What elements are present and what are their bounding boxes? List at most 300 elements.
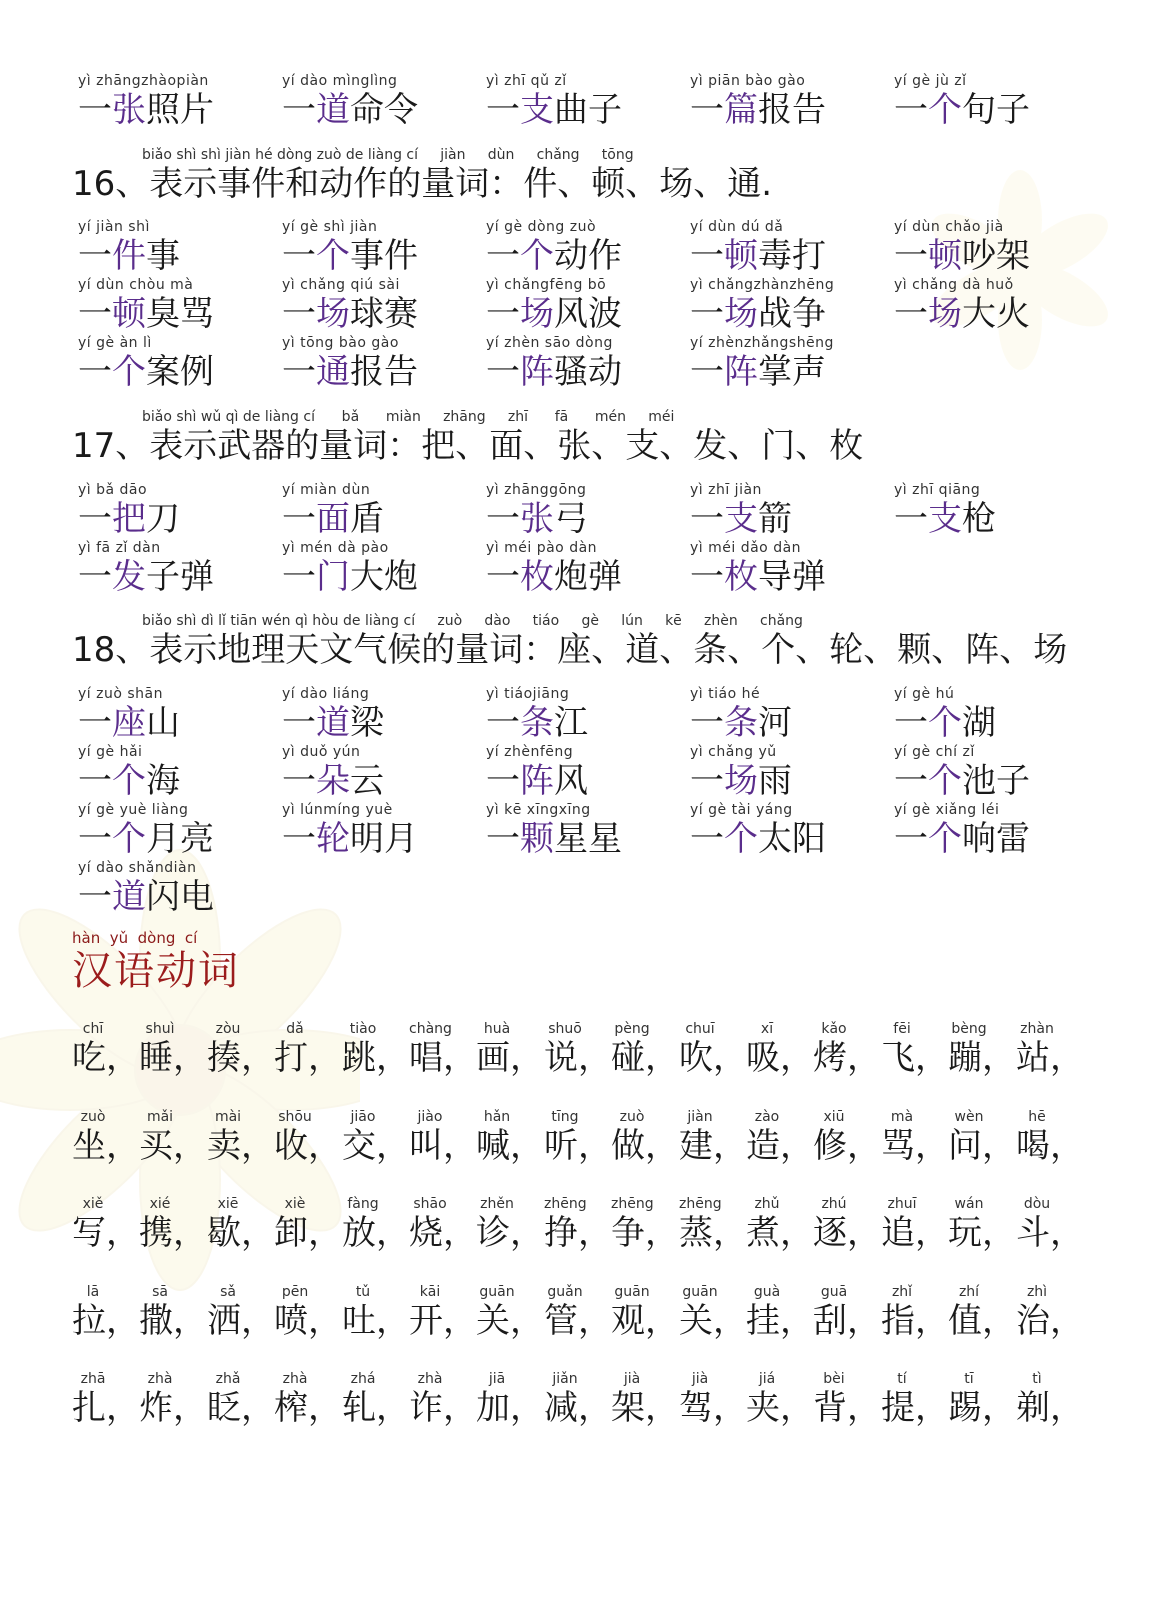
verb-item: [544, 1195, 612, 1253]
verb-character: 卸，: [274, 1213, 342, 1253]
measure-word: 通: [316, 352, 350, 392]
measure-word-item: [486, 743, 588, 801]
phrase-prefix: 一: [690, 236, 724, 276]
phrase-prefix: 一: [894, 499, 928, 539]
measure-word-item: [894, 481, 996, 539]
verb-character: 架，: [611, 1388, 679, 1428]
pinyin: yí zhèn sāo dòng: [486, 335, 613, 351]
phrase: [690, 236, 826, 276]
verb-item: [948, 1370, 1016, 1428]
phrase: [282, 236, 418, 276]
verb-item: [679, 1020, 747, 1078]
phrase-noun: 大炮: [350, 557, 418, 597]
phrase-prefix: 一: [282, 294, 316, 334]
phrase-prefix: 一: [894, 819, 928, 859]
verb-pinyin: zhàn: [1020, 1021, 1054, 1037]
verb-character: 站，: [1016, 1038, 1084, 1078]
section-16-heading: [72, 146, 772, 204]
phrase: [282, 499, 384, 539]
verb-item: [544, 1108, 612, 1166]
measure-word: 个: [928, 90, 962, 130]
verb-pinyin: jià: [623, 1371, 641, 1387]
measure-word: 轮: [316, 819, 350, 859]
pinyin: yì zhānggōng: [486, 482, 587, 498]
pinyin: yí dùn dú dǎ: [690, 219, 784, 235]
phrase-noun: 枪: [962, 499, 996, 539]
verb-character: 做，: [611, 1126, 679, 1166]
phrase-prefix: 一: [282, 499, 316, 539]
verb-item: [342, 1370, 410, 1428]
verb-pinyin: fàng: [347, 1196, 379, 1212]
verb-item: [1016, 1283, 1084, 1341]
measure-word: 条: [724, 703, 758, 743]
verb-pinyin: xiē: [217, 1196, 239, 1212]
pinyin: yì tōng bào gào: [282, 335, 399, 351]
verb-pinyin: guǎn: [547, 1284, 583, 1300]
verb-item: [813, 1020, 881, 1078]
verb-pinyin: wèn: [954, 1109, 984, 1125]
measure-word: 个: [928, 819, 962, 859]
phrase-prefix: 一: [78, 877, 112, 917]
verb-item: [409, 1283, 477, 1341]
measure-word: 顿: [724, 236, 758, 276]
verb-pinyin: lā: [86, 1284, 100, 1300]
verb-pinyin: zhǎ: [215, 1371, 241, 1387]
measure-word: 阵: [520, 352, 554, 392]
verb-item: [274, 1020, 342, 1078]
pinyin: yí gè jù zǐ: [894, 73, 967, 89]
phrase-prefix: 一: [78, 236, 112, 276]
verb-item: [1016, 1195, 1084, 1253]
phrase-prefix: 一: [282, 236, 316, 276]
phrase: [894, 236, 1030, 276]
verb-pinyin: zòu: [215, 1021, 241, 1037]
phrase: [894, 499, 996, 539]
verb-character: 观，: [611, 1301, 679, 1341]
measure-word: 个: [112, 761, 146, 801]
verb-pinyin: jiào: [417, 1109, 443, 1125]
verb-character: 撒，: [139, 1301, 207, 1341]
verb-pinyin: shuō: [548, 1021, 582, 1037]
verb-pinyin: jià: [691, 1371, 709, 1387]
phrase-noun: 掌声: [758, 352, 826, 392]
verb-character: 携，: [139, 1213, 207, 1253]
pinyin: yì chǎngfēng bō: [486, 277, 607, 293]
verb-pinyin: guān: [682, 1284, 718, 1300]
verb-pinyin: zhì: [1026, 1284, 1048, 1300]
measure-word-item: [282, 218, 418, 276]
pinyin: yì tiáo hé: [690, 686, 761, 702]
phrase: [894, 761, 1030, 801]
verb-character: 斗，: [1016, 1213, 1084, 1253]
phrase-noun: 池子: [962, 761, 1030, 801]
verb-pinyin: chuī: [685, 1021, 715, 1037]
verb-pinyin: zhá: [350, 1371, 376, 1387]
verb-item: [139, 1195, 207, 1253]
verb-item: [948, 1195, 1016, 1253]
verb-pinyin: dòu: [1023, 1196, 1051, 1212]
verb-item: [746, 1283, 814, 1341]
verb-character: 坐，: [72, 1126, 140, 1166]
verb-item: [72, 1108, 140, 1166]
measure-word-item: [78, 743, 180, 801]
verb-character: 关，: [679, 1301, 747, 1341]
verb-pinyin: dǎ: [286, 1021, 304, 1037]
pinyin: yí jiàn shì: [78, 219, 150, 235]
verb-character: 提，: [881, 1388, 949, 1428]
verb-item: [139, 1370, 207, 1428]
pinyin: yí gè chí zǐ: [894, 744, 975, 760]
phrase-noun: 江: [554, 703, 588, 743]
verb-pinyin: hǎn: [483, 1109, 511, 1125]
phrase: [486, 352, 622, 392]
verb-character: 听，: [544, 1126, 612, 1166]
phrase: [78, 761, 180, 801]
heading-pinyin: biǎo shì shì jiàn hé dòng zuò de liàng cí jiàn dùn chǎng tōng: [142, 147, 634, 163]
verb-pinyin: guā: [820, 1284, 848, 1300]
verb-character: 诈，: [409, 1388, 477, 1428]
pinyin: yí miàn dùn: [282, 482, 371, 498]
verb-character: 叫，: [409, 1126, 477, 1166]
verb-pinyin: fēi: [893, 1021, 911, 1037]
verb-pinyin: sā: [152, 1284, 168, 1300]
measure-word-item: [486, 276, 622, 334]
measure-word: 个: [928, 761, 962, 801]
measure-word: 张: [112, 90, 146, 130]
phrase-prefix: 一: [690, 819, 724, 859]
pinyin: yì tiáojiāng: [486, 686, 570, 702]
verb-pinyin: guān: [614, 1284, 650, 1300]
verb-item: [72, 1370, 140, 1428]
measure-word: 朵: [316, 761, 350, 801]
phrase: [690, 703, 792, 743]
pinyin: yì duǒ yún: [282, 744, 361, 760]
measure-word: 道: [316, 703, 350, 743]
pinyin: yì chǎngzhànzhēng: [690, 277, 835, 293]
verb-character: 开，: [409, 1301, 477, 1341]
verb-character: 喊，: [476, 1126, 544, 1166]
measure-word: 阵: [520, 761, 554, 801]
pinyin: yì lúnmíng yuè: [282, 802, 393, 818]
phrase: [894, 90, 1030, 130]
measure-word: 支: [928, 499, 962, 539]
verb-item: [409, 1195, 477, 1253]
measure-word-item: [78, 218, 180, 276]
verb-item: [476, 1108, 544, 1166]
verb-item: [409, 1108, 477, 1166]
phrase-noun: 吵架: [962, 236, 1030, 276]
heading-text: 17、表示武器的量词：把、面、张、支、发、门、枚: [72, 426, 864, 466]
phrase-noun: 曲子: [554, 90, 622, 130]
phrase-noun: 大火: [962, 294, 1030, 334]
measure-word-item: [78, 334, 214, 392]
verb-item: [881, 1283, 949, 1341]
pinyin: yì piān bào gào: [690, 73, 806, 89]
verb-item: [139, 1020, 207, 1078]
verb-pinyin: zhā: [80, 1371, 106, 1387]
pinyin: yì zhī qǔ zǐ: [486, 73, 567, 89]
verb-item: [813, 1195, 881, 1253]
verb-item: [274, 1195, 342, 1253]
pinyin: yí gè xiǎng léi: [894, 802, 1000, 818]
phrase-prefix: 一: [78, 90, 112, 130]
verb-item: [274, 1283, 342, 1341]
phrase: [78, 352, 214, 392]
phrase-noun: 箭: [758, 499, 792, 539]
phrase-prefix: 一: [78, 499, 112, 539]
verb-pinyin: xiě: [82, 1196, 104, 1212]
verb-character: 跳，: [342, 1038, 410, 1078]
measure-word-item: [690, 801, 826, 859]
phrase-prefix: 一: [282, 90, 316, 130]
pinyin: yí dào shǎndiàn: [78, 860, 197, 876]
verb-item: [881, 1108, 949, 1166]
phrase-noun: 弓: [554, 499, 588, 539]
pinyin: yì zhī qiāng: [894, 482, 981, 498]
verb-character: 拉，: [72, 1301, 140, 1341]
measure-word: 支: [520, 90, 554, 130]
pinyin: yí dùn chǎo jià: [894, 219, 1004, 235]
verb-character: 减，: [544, 1388, 612, 1428]
pinyin: yí gè hǎi: [78, 744, 143, 760]
phrase: [282, 557, 418, 597]
verb-pinyin: zhǔ: [754, 1196, 780, 1212]
phrase-noun: 报告: [758, 90, 826, 130]
measure-word: 个: [112, 352, 146, 392]
verb-item: [476, 1370, 544, 1428]
verb-pinyin: zhà: [417, 1371, 443, 1387]
verb-item: [1016, 1108, 1084, 1166]
phrase: [78, 877, 214, 917]
phrase: [282, 352, 418, 392]
phrase-noun: 事件: [350, 236, 418, 276]
heading-text: 16、表示事件和动作的量词：件、顿、场、通.: [72, 164, 773, 204]
verb-pinyin: pèng: [614, 1021, 650, 1037]
measure-word: 阵: [724, 352, 758, 392]
verb-item: [139, 1283, 207, 1341]
phrase-noun: 盾: [350, 499, 384, 539]
pinyin: yí dào mìnglìng: [282, 73, 398, 89]
measure-word-item: [282, 72, 418, 130]
phrase: [78, 294, 214, 334]
phrase: [690, 761, 792, 801]
verb-character: 剃，: [1016, 1388, 1084, 1428]
verb-item: [611, 1020, 679, 1078]
measure-word: 篇: [724, 90, 758, 130]
verb-character: 刮，: [813, 1301, 881, 1341]
measure-word-item: [894, 218, 1030, 276]
verb-pinyin: zuò: [80, 1109, 106, 1125]
phrase: [486, 294, 622, 334]
verb-item: [342, 1108, 410, 1166]
verb-character: 驾，: [679, 1388, 747, 1428]
measure-word-item: [78, 72, 214, 130]
phrase-prefix: 一: [486, 236, 520, 276]
phrase-prefix: 一: [78, 352, 112, 392]
measure-word: 张: [520, 499, 554, 539]
verb-row: [72, 1195, 1082, 1265]
phrase-noun: 导弹: [758, 557, 826, 597]
verb-item: [813, 1370, 881, 1428]
phrase-prefix: 一: [486, 499, 520, 539]
phrase-noun: 闪电: [146, 877, 214, 917]
verb-item: [207, 1195, 275, 1253]
measure-word-item: [78, 859, 214, 917]
phrase-prefix: 一: [894, 761, 928, 801]
phrase: [282, 294, 418, 334]
pinyin: yì fā zǐ dàn: [78, 540, 161, 556]
verb-character: 吐，: [342, 1301, 410, 1341]
verb-character: 写，: [72, 1213, 140, 1253]
verb-item: [342, 1020, 410, 1078]
measure-word: 顿: [112, 294, 146, 334]
pinyin: yí gè hú: [894, 686, 955, 702]
measure-word: 道: [316, 90, 350, 130]
verb-character: 问，: [948, 1126, 1016, 1166]
verb-item: [881, 1370, 949, 1428]
verb-item: [813, 1108, 881, 1166]
phrase-noun: 刀: [146, 499, 180, 539]
verb-item: [679, 1108, 747, 1166]
verb-pinyin: zhú: [821, 1196, 847, 1212]
verb-item: [881, 1020, 949, 1078]
phrase-noun: 明月: [350, 819, 418, 859]
phrase-noun: 梁: [350, 703, 384, 743]
verb-pinyin: zhí: [958, 1284, 980, 1300]
verb-pinyin: zhuī: [887, 1196, 917, 1212]
phrase-prefix: 一: [690, 703, 724, 743]
pinyin: yì kē xīngxīng: [486, 802, 591, 818]
verb-pinyin: zhěn: [480, 1196, 514, 1212]
flower-watermark-icon: [0, 840, 360, 1360]
measure-word: 件: [112, 236, 146, 276]
phrase-noun: 句子: [962, 90, 1030, 130]
phrase: [78, 90, 214, 130]
verb-character: 争，: [611, 1213, 679, 1253]
phrase: [486, 819, 622, 859]
verb-pinyin: sǎ: [220, 1284, 236, 1300]
heading-pinyin: biǎo shì wǔ qì de liàng cí bǎ miàn zhāng zhī fā mén méi: [142, 409, 675, 425]
phrase-prefix: 一: [894, 90, 928, 130]
phrase-prefix: 一: [78, 703, 112, 743]
phrase: [282, 819, 418, 859]
measure-word-item: [486, 801, 622, 859]
verb-item: [611, 1370, 679, 1428]
verb-character: 炸，: [139, 1388, 207, 1428]
measure-word: 发: [112, 557, 146, 597]
phrase: [690, 819, 826, 859]
verb-item: [1016, 1020, 1084, 1078]
verb-item: [679, 1370, 747, 1428]
phrase: [282, 761, 384, 801]
verb-item: [409, 1370, 477, 1428]
verb-item: [544, 1283, 612, 1341]
verb-item: [544, 1020, 612, 1078]
verb-character: 说，: [544, 1038, 612, 1078]
verb-item: [207, 1370, 275, 1428]
phrase-prefix: 一: [894, 294, 928, 334]
pinyin: yí zuò shān: [78, 686, 163, 702]
verb-item: [72, 1283, 140, 1341]
phrase-prefix: 一: [486, 703, 520, 743]
verb-character: 眨，: [207, 1388, 275, 1428]
phrase-noun: 毒打: [758, 236, 826, 276]
measure-word: 面: [316, 499, 350, 539]
pinyin: yì chǎng dà huǒ: [894, 277, 1014, 293]
phrase-noun: 报告: [350, 352, 418, 392]
measure-word: 支: [724, 499, 758, 539]
measure-word: 个: [520, 236, 554, 276]
verb-pinyin: chī: [82, 1021, 104, 1037]
phrase-prefix: 一: [486, 352, 520, 392]
phrase-noun: 云: [350, 761, 384, 801]
verb-row: [72, 1283, 1082, 1353]
verb-character: 交，: [342, 1126, 410, 1166]
verb-pinyin: zhēng: [679, 1196, 722, 1212]
verb-pinyin: tǔ: [355, 1284, 371, 1300]
pinyin: yí gè yuè liàng: [78, 802, 189, 818]
verb-character: 吸，: [746, 1038, 814, 1078]
verb-item: [611, 1195, 679, 1253]
measure-word-item: [894, 685, 996, 743]
verb-row: [72, 1108, 1082, 1178]
phrase-prefix: 一: [690, 294, 724, 334]
verb-item: [476, 1195, 544, 1253]
phrase-prefix: 一: [282, 819, 316, 859]
measure-word: 条: [520, 703, 554, 743]
verb-pinyin: zhà: [282, 1371, 308, 1387]
verb-pinyin: shōu: [278, 1109, 312, 1125]
phrase: [78, 819, 214, 859]
phrase-prefix: 一: [690, 352, 724, 392]
verb-character: 蒸，: [679, 1213, 747, 1253]
verb-item: [679, 1283, 747, 1341]
verb-character: 修，: [813, 1126, 881, 1166]
verb-item: [72, 1020, 140, 1078]
measure-word: 个: [112, 819, 146, 859]
phrase-noun: 战争: [758, 294, 826, 334]
phrase-noun: 案例: [146, 352, 214, 392]
measure-word-item: [894, 801, 1030, 859]
verb-pinyin: tí: [897, 1371, 907, 1387]
phrase-prefix: 一: [690, 557, 724, 597]
verb-pinyin: zào: [754, 1109, 780, 1125]
measure-word-item: [282, 685, 384, 743]
verb-character: 蹦，: [948, 1038, 1016, 1078]
verb-character: 骂，: [881, 1126, 949, 1166]
verb-item: [746, 1108, 814, 1166]
measure-word: 场: [724, 761, 758, 801]
verb-item: [139, 1108, 207, 1166]
measure-word-item: [486, 218, 622, 276]
verb-item: [207, 1020, 275, 1078]
verb-character: 轧，: [342, 1388, 410, 1428]
measure-word: 枚: [724, 557, 758, 597]
pinyin: yì mén dà pào: [282, 540, 389, 556]
verb-character: 唱，: [409, 1038, 477, 1078]
verb-item: [881, 1195, 949, 1253]
verb-pinyin: bèng: [951, 1021, 987, 1037]
phrase: [894, 703, 996, 743]
pinyin: yí gè dòng zuò: [486, 219, 597, 235]
verb-pinyin: tiào: [349, 1021, 377, 1037]
phrase-prefix: 一: [78, 819, 112, 859]
pinyin: yí zhènfēng: [486, 744, 574, 760]
phrase: [894, 294, 1030, 334]
measure-word: 场: [724, 294, 758, 334]
verb-character: 踢，: [948, 1388, 1016, 1428]
measure-word: 顿: [928, 236, 962, 276]
